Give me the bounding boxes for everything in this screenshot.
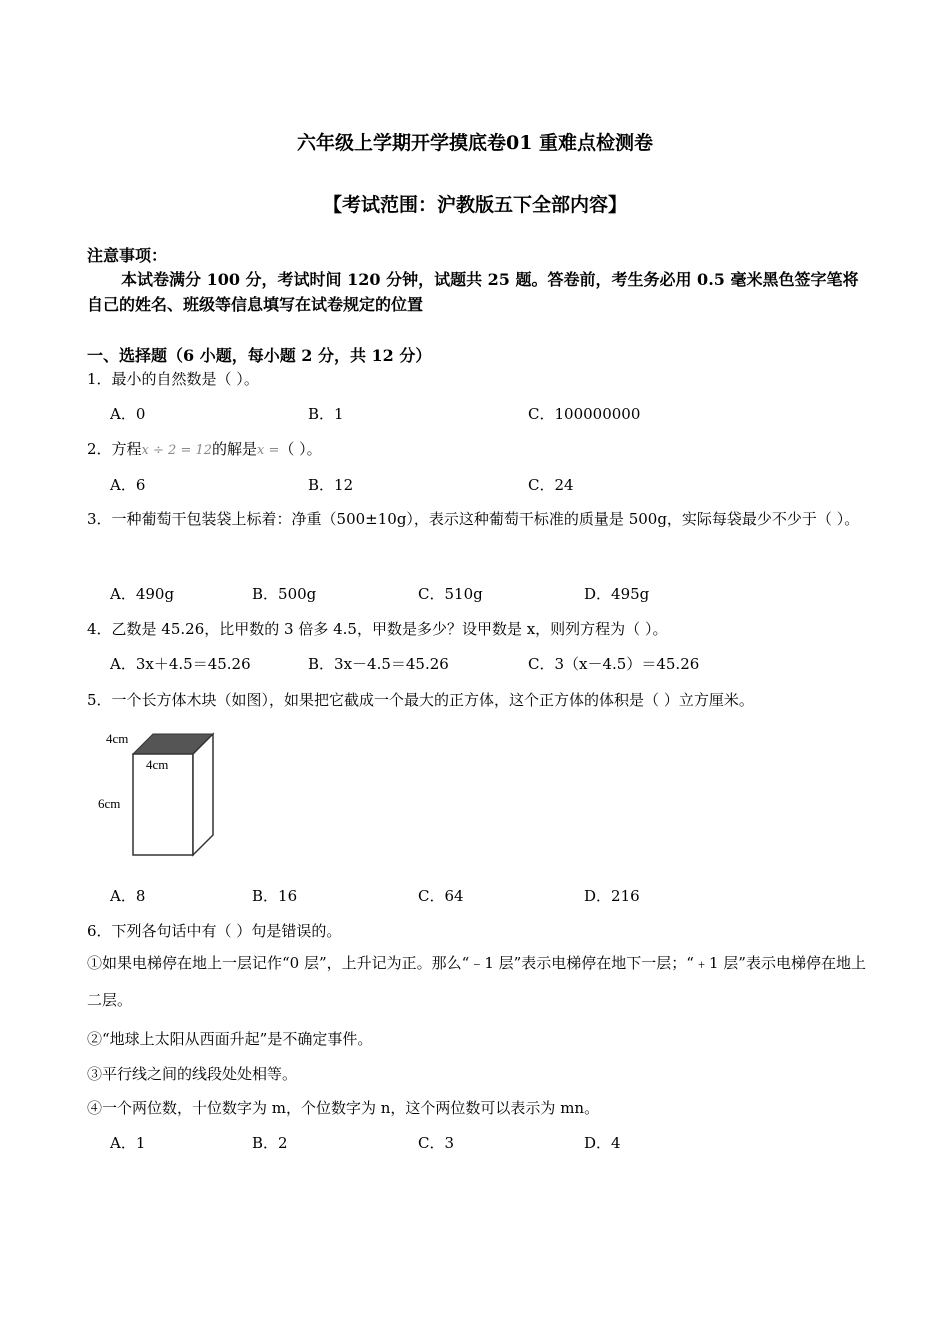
q1-option-a[interactable]: A．0 [110, 405, 146, 423]
q4-option-a[interactable]: A．3x＋4.5＝45.26 [110, 655, 251, 673]
q6-statement-2: ②“地球上太阳从西面升起”是不确定事件。 [87, 1030, 373, 1048]
q3-option-b[interactable]: B．500g [252, 585, 317, 603]
cuboid-diagram [97, 727, 227, 867]
q2-option-b[interactable]: B．12 [308, 476, 354, 494]
exam-scope: 【考试范围：沪教版五下全部内容】 [322, 194, 627, 216]
notice-text: 本试卷满分 100 分，考试时间 120 分钟，试题共 25 题。答卷前，考生务必用 0.5 毫米黑色签字笔将自己的姓名、班级等信息填写在试卷规定的位置 [87, 270, 859, 314]
q5-option-d[interactable]: D．216 [584, 887, 640, 905]
q2-stem-middle: 的解是 [212, 440, 258, 458]
q2-variable: x = [257, 443, 280, 458]
q3-option-d[interactable]: D．495g [584, 585, 650, 603]
label-height: 6cm [98, 796, 121, 811]
q6-option-b[interactable]: B．2 [252, 1134, 288, 1152]
q5-option-b[interactable]: B．16 [252, 887, 298, 905]
q6-statement-4: ④一个两位数，十位数字为 m，个位数字为 n，这个两位数可以表示为 mn。 [87, 1099, 600, 1117]
notice-heading: 注意事项： [87, 246, 168, 265]
question-3-stem: 3．一种葡萄干包装袋上标着：净重（500±10g），表示这种葡萄干标准的质量是 500g，实际每袋最少不少于（ ）。 [87, 510, 860, 528]
q6-statement-1: ①如果电梯停在地上一层记作“0 层”，上升记为正。那么“﹣1 层”表示电梯停在地下一层；“﹢1 层”表示电梯停在地上二层。 [87, 954, 866, 1009]
section-heading: 一、选择题（6 小题，每小题 2 分，共 12 分） [87, 346, 432, 365]
cuboid-figure [97, 727, 227, 871]
question-4-stem: 4．乙数是 45.26，比甲数的 3 倍多 4.5，甲数是多少？设甲数是 x，则列方程为（ ）。 [87, 620, 668, 638]
q3-option-c[interactable]: C．510g [418, 585, 483, 603]
q4-option-c[interactable]: C．3（x－4.5）＝45.26 [528, 655, 700, 673]
q6-option-a[interactable]: A．1 [110, 1134, 146, 1152]
q5-option-a[interactable]: A．8 [110, 887, 146, 905]
q6-option-c[interactable]: C．3 [418, 1134, 455, 1152]
q3-option-a[interactable]: A．490g [110, 585, 175, 603]
q2-equation: x ÷ 2 = 12 [141, 443, 213, 458]
label-width: 4cm [146, 757, 169, 772]
page-title: 六年级上学期开学摸底卷01 重难点检测卷 [296, 132, 654, 154]
q6-option-d[interactable]: D．4 [584, 1134, 621, 1152]
q2-option-a[interactable]: A．6 [110, 476, 146, 494]
q6-statement-3: ③平行线之间的线段处处相等。 [87, 1065, 298, 1083]
q1-option-b[interactable]: B．1 [308, 405, 344, 423]
question-6-stem: 6．下列各句话中有（ ）句是错误的。 [87, 922, 342, 940]
q4-option-b[interactable]: B．3x－4.5＝45.26 [308, 655, 449, 673]
question-5-stem: 5．一个长方体木块（如图），如果把它截成一个最大的正方体，这个正方体的体积是（ ）立方厘米。 [87, 691, 754, 709]
cuboid-side-face [193, 734, 213, 855]
q2-stem-after: （ ）。 [279, 440, 322, 458]
question-1-stem: 1．最小的自然数是（ ）。 [87, 370, 259, 388]
q2-option-c[interactable]: C．24 [528, 476, 574, 494]
q2-stem-before: 2．方程 [87, 440, 142, 458]
question-2-stem [87, 438, 322, 459]
q5-option-c[interactable]: C．64 [418, 887, 464, 905]
q1-option-c[interactable]: C．100000000 [528, 405, 641, 423]
label-depth: 4cm [106, 731, 129, 746]
